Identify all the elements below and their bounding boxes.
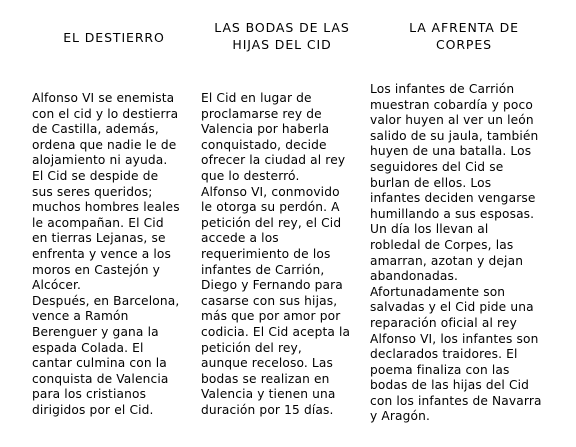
- column-heading-el-destierro: EL DESTIERRO: [63, 30, 165, 45]
- column-heading-la-afrenta: LA AFRENTA DE CORPES: [409, 20, 519, 52]
- column-heading-las-bodas: LAS BODAS DE LAS HIJAS DEL CID: [214, 20, 350, 52]
- column-text-las-bodas: El Cid en lugar de proclamarse rey de Valencia por haberla conquistado, decide ofrecer la ciudad al rey que lo desterró. Alfonso VI, conmovido le otorga su perdón. A petición del rey, el Cid accede a los requerimiento de los infantes de Carrión, Diego y Fernando para casarse con sus hijas, más que por amor por codicia. El Cid acepta la petición del rey, aunque receloso. Las bodas se realizan en Valencia y tienen una duración por 15 días.: [201, 91, 351, 417]
- column-text-la-afrenta: Los infantes de Carrión muestran cobardía y poco valor huyen al ver un león salido de su jaula, también huyen de una batalla. Los seguidores del Cid se burlan de ellos. Los infantes deciden vengarse humillando a sus esposas. Un día los llevan al robledal de Corpes, las amarran, azotan y dejan abandonadas. Afortunadamente son salvadas y el Cid pide una reparación oficial al rey Alfonso VI, los infantes son declarados traidores. El poema finaliza con las bodas de las hijas del Cid con los infantes de Navarra y Aragón.: [370, 82, 542, 424]
- column-text-el-destierro: Alfonso VI se enemista con el cid y lo destierra de Castilla, además, ordena que nadie le de alojamiento ni ayuda. El Cid se despide de sus seres queridos; muchos hombres leales le acompañan. El Cid en tierras Lejanas, se enfrenta y vence a los moros en Castejón y Alcócer. Después, en Barcelona, vence a Ramón Berenguer y gana la espada Colada. El cantar culmina con la conquista de Valencia para los cristianos dirigidos por el Cid.: [32, 91, 180, 417]
